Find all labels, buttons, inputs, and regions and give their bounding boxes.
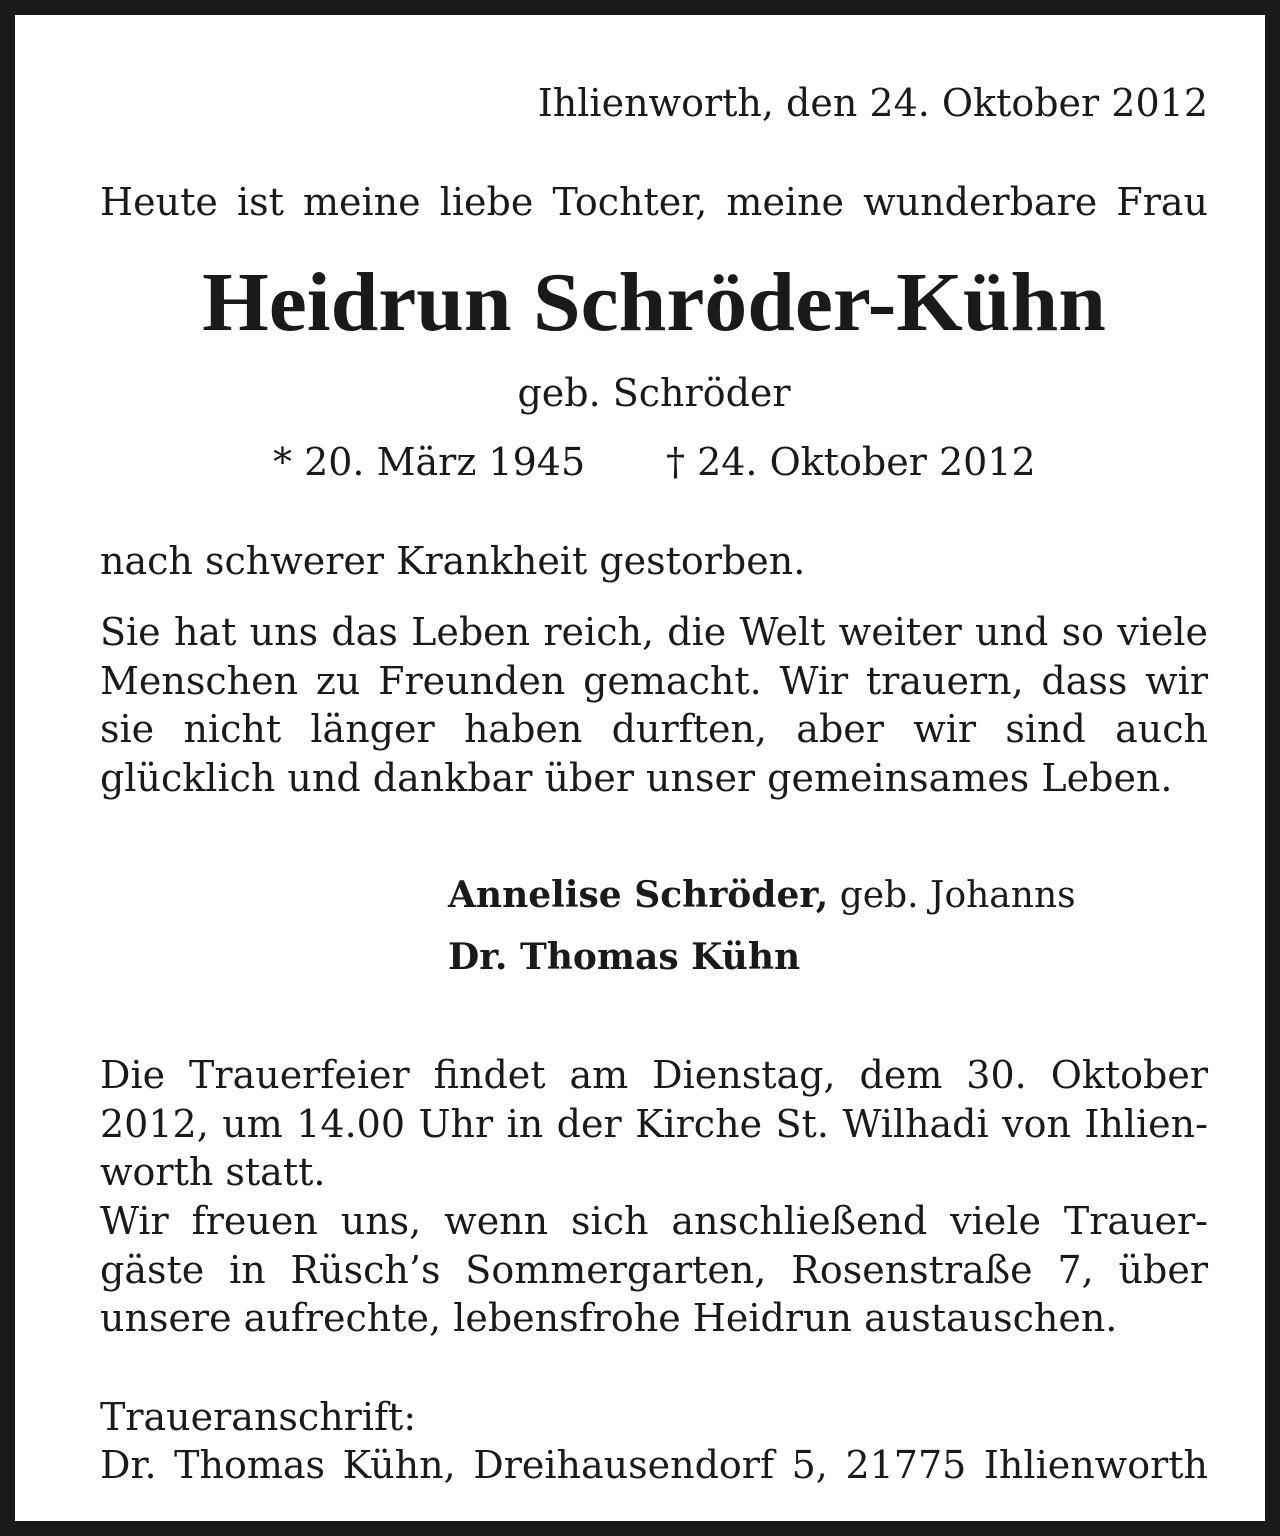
tribute-line: Menschen zu Freunden gemacht. Wir trauern, dass wir xyxy=(100,659,1208,703)
mourner-suffix: geb. Johanns xyxy=(828,875,1076,916)
intro-text: Heute ist meine liebe Tochter, meine wunderbare Frau xyxy=(100,180,1208,224)
address-line: Dr. Thomas Kühn, Dreihausendorf 5, 21775 Ihlienworth xyxy=(100,1443,1208,1487)
funeral-line: 2012, um 14.00 Uhr in der Kirche St. Wilhadi von Ihlien- xyxy=(100,1102,1208,1146)
funeral-line: gäste in Rüsch’s Sommergarten, Rosenstraße 7, über xyxy=(100,1248,1208,1292)
cause-text: nach schwerer Krankheit gestorben. xyxy=(100,539,806,583)
mourner-2 xyxy=(448,934,800,981)
funeral-line: unsere aufrechte, lebensfrohe Heidrun austauschen. xyxy=(100,1296,1118,1340)
deceased-name: Heidrun Schröder-Kühn xyxy=(202,256,1106,349)
tribute-line: Sie hat uns das Leben reich, die Welt weiter und so viele xyxy=(100,610,1208,654)
mourner-name: Dr. Thomas Kühn xyxy=(448,936,801,978)
birth-name: geb. Schröder xyxy=(517,371,791,415)
death-date: † 24. Oktober 2012 xyxy=(666,440,1036,484)
tribute-line: glücklich und dankbar über unser gemeinsames Leben. xyxy=(100,756,1173,800)
funeral-line: Wir freuen uns, wenn sich anschließend viele Trauer- xyxy=(100,1199,1208,1243)
mourner-name: Annelise Schröder, xyxy=(448,874,829,916)
tribute-line: sie nicht länger haben durften, aber wir sind auch xyxy=(100,707,1208,751)
place-date: Ihlienworth, den 24. Oktober 2012 xyxy=(537,81,1208,125)
funeral-line: worth statt. xyxy=(100,1150,326,1194)
mourner-1 xyxy=(448,872,1076,919)
address-label: Traueranschrift: xyxy=(100,1395,417,1439)
birth-date: * 20. März 1945 xyxy=(273,440,586,484)
funeral-line: Die Trauerfeier findet am Dienstag, dem 30. Oktober xyxy=(100,1053,1208,1097)
